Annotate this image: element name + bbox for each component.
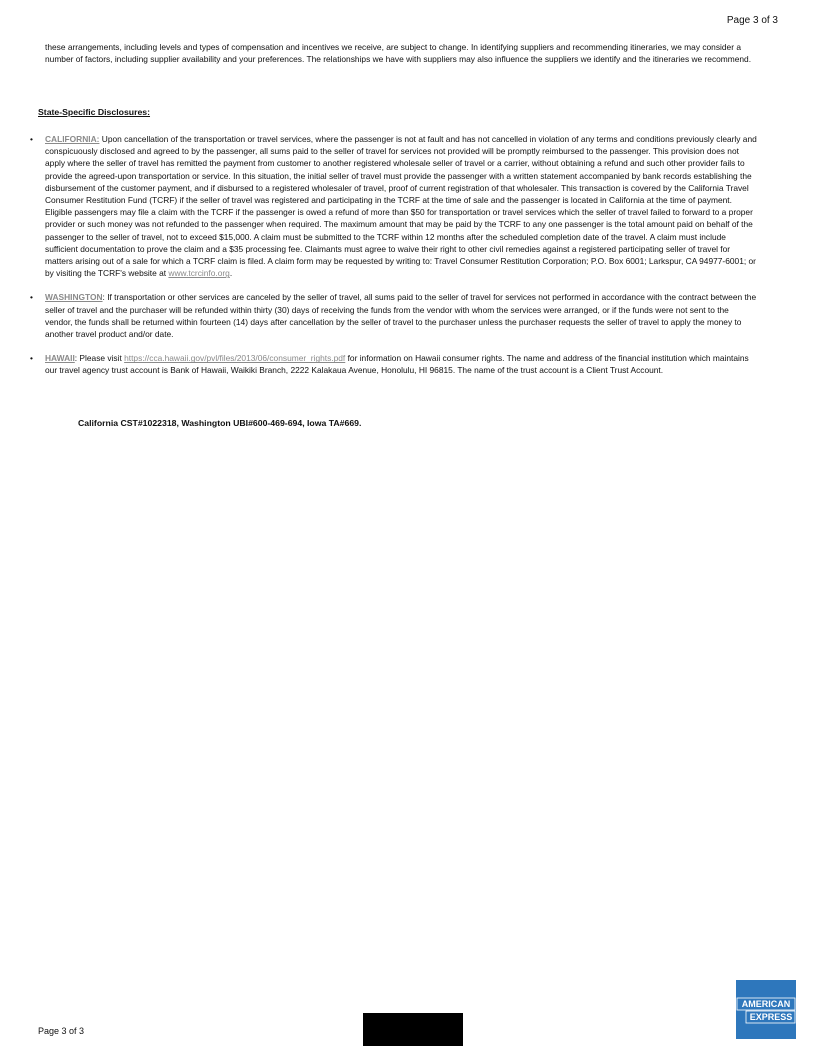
- page-number-top: Page 3 of 3: [726, 15, 778, 26]
- tcrf-website-link[interactable]: www.tcrcinfo.org: [168, 268, 230, 279]
- state-name-hawaii[interactable]: HAWAII: [45, 353, 75, 364]
- redaction-box: [363, 1013, 463, 1046]
- page-number-bottom: Page 3 of 3: [38, 1026, 85, 1036]
- bullet: •: [30, 134, 33, 144]
- disclosure-text: : Please visit: [74, 353, 125, 364]
- disclosure-text: Upon cancellation of the transportation or travel services, where the passenger is not at fault and has not cancelled in violation of any terms and conditions previously clearly and conspicuously disclosed and agreed to by the passenger, all sums paid to the seller of travel for services not provided will be promptly reimbursed to the passenger. This provision does not apply where the seller of travel has remitted the payment from customer to another registered wholesale seller of travel or a carrier, without obtaining a refund and such other provider fails to provide the agreed-upon transportation or service. In this situation, the initial seller of travel must provide the passenger with a written statement accompanied by bank records establishing the disbursement of the customer payment, and if disbursed to a registered wholesaler of travel, proof of current registration of that wholesaler. This transaction is covered by the California Travel Consumer Restitution Fund (TCRF) if the seller of travel was registered and participating in the TCRF at the time of sale and the passenger is located in California at the time of payment. Eligible passengers may file a claim with the TCRF if the passenger is owed a refund of more than $50 for transportation or travel services which the seller of travel failed to forward to a proper provider or such money was not refunded to the passenger when required. The maximum amount that may be paid by the TCRF to any one passenger is the total amount paid on behalf of the passenger to the seller of travel, not to exceed $15,000. A claim must be submitted to the TCRF within 12 months after the scheduled completion date of the travel. A claim must include sufficient documentation to prove the claim and a $35 processing fee. Claimants must agree to waive their right to other civil remedies against a registered participating seller of travel for matters arising out of a sale for which a TCRF claim is filed. A claim form may be requested by writing to: Travel Consumer Restitution Corporation; P.O. Box 6001; Larkspur, CA 94977-6001; or by visiting the TCRF's website at: [45, 134, 757, 279]
- disclosure-item-washington: [30, 291, 758, 340]
- disclosure-item-hawaii: [30, 352, 758, 376]
- disclosure-text-end: for information on Hawaii consumer rights. The name and address of the financial institution which maintains our travel agency trust account is Bank of Hawaii, Waikiki Branch, 2222 Kalakaua Avenue, Honolulu, HI 96815. The name of the trust account is a Client Trust Account.: [45, 353, 749, 376]
- svg-text:EXPRESS: EXPRESS: [749, 1012, 793, 1022]
- bullet: •: [30, 292, 33, 303]
- bullet: •: [30, 353, 33, 364]
- hawaii-consumer-rights-link[interactable]: https://cca.hawaii.gov/pvl/files/2013/06/consumer_rights.pdf: [124, 353, 346, 364]
- registration-numbers: California CST#1022318, Washington UBI#600-469-694, Iowa TA#669.: [78, 418, 362, 428]
- section-heading: State-Specific Disclosures:: [38, 107, 151, 117]
- american-express-logo: [736, 980, 796, 1039]
- state-name-california[interactable]: CALIFORNIA:: [45, 134, 100, 144]
- svg-text:AMERICAN: AMERICAN: [741, 999, 791, 1009]
- intro-paragraph: these arrangements, including levels and types of compensation and incentives we receive, are subject to change. In identifying suppliers and recommending itineraries, we may consider a number of factors, including supplier availability and your preferences. The relationships we have with suppliers may also influence the suppliers we identify and the itineraries we recommend.: [45, 42, 752, 65]
- disclosure-text-end: .: [229, 268, 233, 279]
- disclosure-text: : If transportation or other services are canceled by the seller of travel, all sums paid to the seller of travel for services not performed in accordance with the contract between the seller of travel and the purchaser will be refunded within thirty (30) days of receiving the funds from the vendor with whom the services were arranged, or if the funds were not sent to the vendor, the funds shall be returned within fourteen (14) days after cancellation by the seller of travel to the purchaser unless the purchaser requests the seller of travel to apply the money to another travel product and/or date.: [45, 292, 757, 340]
- state-disclosure-list: [30, 133, 758, 377]
- disclosure-item-california: [30, 133, 758, 279]
- state-name-washington[interactable]: WASHINGTON: [45, 292, 103, 303]
